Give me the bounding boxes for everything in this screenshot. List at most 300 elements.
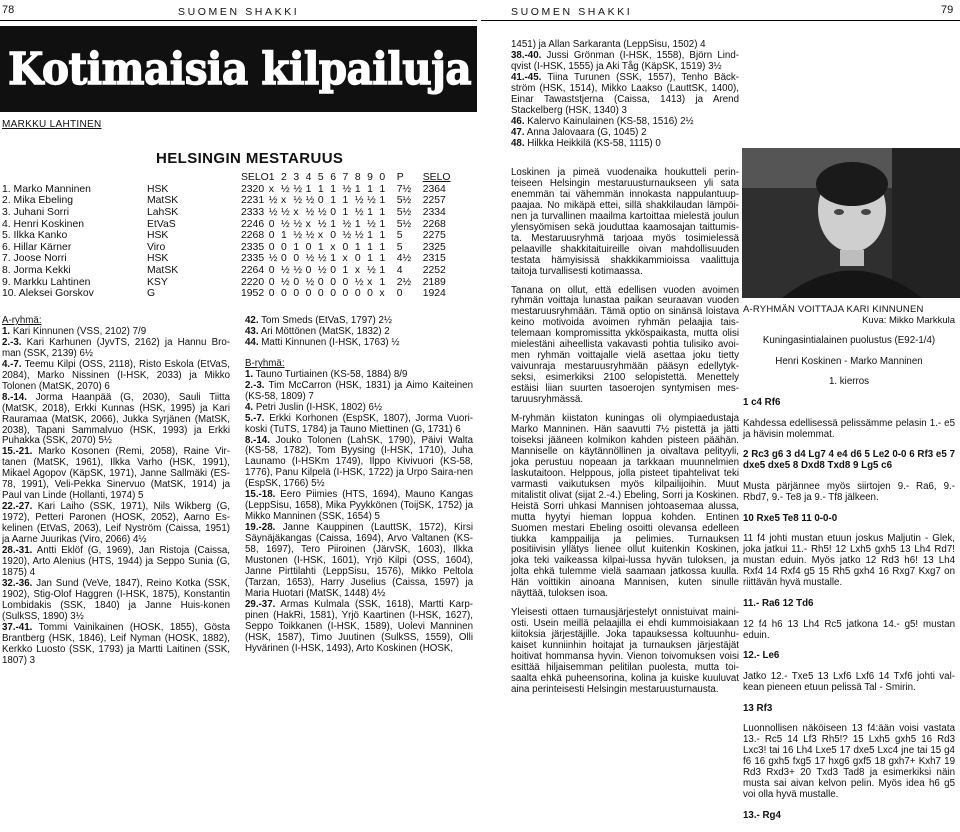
game-players: Henri Koskinen - Marko Manninen — [775, 355, 923, 367]
entry-rank: 19.-28. — [245, 522, 276, 534]
move-line — [743, 704, 955, 715]
game-result: ½ — [305, 195, 315, 207]
game-result: 1 — [342, 195, 349, 207]
player-name: 10. Aleksei Gorskov — [2, 288, 94, 300]
player-club: G — [147, 288, 156, 300]
entry-text: Armas Kulmala (SSK, 1618), Martti Karp-pinen (HakRi, 1581), Yrjö Kaartinen (I-HSK, 1627), Seppo Toikkanen (I-HSK, 1589), Uolevi Manninen (HSK, 1587), Timo Juutinen (SulkSS, 1559), Olli Hyvärinen (I-HSK, 1493), Arto Koskinen (HOSK, — [245, 598, 473, 654]
game-result: ½ — [268, 253, 278, 265]
game-result: ½ — [354, 207, 364, 219]
b-group-heading: B-ryhmä: — [245, 357, 285, 369]
game-result: ½ — [317, 218, 327, 230]
game-result: 1 — [293, 241, 300, 253]
game-result: ½ — [281, 183, 290, 195]
game-result: x — [281, 195, 287, 207]
game-result: ½ — [342, 183, 352, 195]
entry-text: Tiina Turunen (SSK, 1557), Tenho Bäck-ström (HSK, 1514), Mikko Laakso (LauttSK, 1400), Einar Tawaststjerna (Caissa, 1413) ja Arend Stackelberg (HSK, 1340) 3 — [511, 71, 739, 116]
game-result: 1 — [354, 241, 361, 253]
game-result: ½ — [354, 195, 364, 207]
player-name: 1. Marko Manninen — [2, 183, 91, 195]
entry-text: Jan Sund (VeVe, 1847), Reino Kotka (SSK, 1902), Stig-Olof Haggren (I-HSK, 1875), Konstantin Lombidakis (SSK, 1840) ja Janne Huis-konen (SulkSS, 1890) 3½ — [2, 577, 230, 622]
entry-rank: 38.-40. — [511, 49, 542, 61]
header-cell: 2 — [281, 172, 287, 184]
game-result: 1 — [379, 195, 386, 207]
game-result: 0 — [317, 195, 324, 207]
move-notation: 10 Rxe5 Te8 11 0-0-0 — [743, 512, 838, 524]
game-result: 0 — [268, 241, 275, 253]
a-group-entry — [2, 447, 230, 502]
header-cell: 4 — [305, 172, 312, 184]
player-points: 5½ — [396, 207, 412, 219]
move-line — [743, 419, 955, 441]
player-new-selo: 2334 — [422, 207, 446, 219]
move-comment: Kahdessa edellisessä pelissämme pelasin 1.- e5 ja hävisin molemmat. — [743, 417, 955, 440]
game-result: x — [379, 288, 385, 300]
entry-rank: 1. — [2, 325, 11, 337]
game-result: ½ — [293, 183, 302, 195]
entry-text: Kari Laiho (SSK, 1971), Nils Wikberg (G, 1972), Petteri Paronen (HOSK, 2052), Aarno Es-kelinen (EtVaS, 2063), Leif Nyström (Caissa, 1951) ja Aarne Juurikas (Viro, 2066) 4½ — [2, 501, 230, 546]
game-result: ½ — [281, 276, 290, 288]
game-result: 1 — [342, 207, 349, 219]
entry-text: Kari Karhunen (JyvTS, 2162) ja Hannu Bro-man (SSK, 2139) 6½ — [2, 336, 230, 359]
game-result: 1 — [379, 253, 386, 265]
game-result: 1 — [367, 207, 373, 219]
game-result: ½ — [354, 230, 364, 242]
game-result: ½ — [367, 265, 376, 277]
entry-text: Matti Kinnunen (I-HSK, 1763) ½ — [258, 336, 400, 348]
entry-rank: 15.-21. — [2, 446, 33, 458]
move-notation: 1 c4 Rf6 — [743, 397, 781, 409]
article-title: Kotimaisia kilpailuja — [8, 43, 472, 95]
entry-text: Ari Möttönen (MatSK, 1832) 2 — [258, 325, 390, 337]
move-notation: 11.- Ra6 12 Td6 — [743, 598, 814, 609]
player-new-selo: 2315 — [422, 253, 446, 265]
entry-rank: 29.-37. — [245, 598, 276, 610]
game-result: 1 — [330, 218, 336, 230]
player-points: 5½ — [396, 218, 412, 230]
game-result: 0 — [268, 265, 275, 277]
player-name: 8. Jorma Kekki — [2, 265, 71, 277]
game-result: 0 — [330, 276, 336, 288]
crosstable-row — [0, 195, 453, 207]
entry-rank: 1. — [245, 368, 254, 380]
game-result: 0 — [354, 253, 361, 265]
game-result: 0 — [317, 288, 324, 300]
game-result: 0 — [317, 276, 324, 288]
game-result: ½ — [354, 276, 364, 288]
game-result: 0 — [305, 241, 312, 253]
game-result: ½ — [293, 265, 302, 277]
report-paragraph: M-ryhmän kiistaton kuningas oli olympiaedustaja Marko Manninen. Hän saavutti 7½ pistettä ja jätti toiseksi jääneen kolmikon kahden pisteen päähän. Manniselle on käytännöllinen ja oivaltava pelityyli, joka perustuu nopeaan ja tarkkaan muunnelmien laskutaitoon. Helppous, jolla pisteet tipahtelivat teki varmasti vaikutuksen myös kilpailijoihin. Muut mitalistit olivat (sijat 2.-4.) Ebeling, Sorri ja Koskinen. Heistä Sorri uhkasi Mannisen johtoasemaa alussa, mutta hyytyi hieman loppua kohden. Entinen Suomen mestari Ebeling osoitti olevansa edelleen tiukka kamppailija ja pelimies. Turnauksen positiivisin yllätys lienee ollut kuitenkin Koskinen, joka teki vaikeassa kilpai-lussa hyvän tuloksen, ja jolta ehkä tulemme vielä saamaan jatkossa kuulla. Hän voittikin ainoana Mannisen, kuten sinulle näyttää, tuloksen isoa. — [511, 413, 739, 600]
move-line — [743, 811, 955, 822]
move-comment: 11 f4 johti mustan etuun joskus Maljutin - Glek, joka jatkui 11.- Rh5! 12 Lxh5 gxh5 13 Lh4 Rd7! mustan eduin. Myös jatko 12 Rd3 h6! 13 Lh4 Rxf4 14 Rxf4 g5 15 Rh5 gxh4 16 Rxg7 Kxg7 on riittävän hyvä mustalle. — [743, 533, 955, 589]
move-line — [743, 450, 955, 472]
page-number: 78 — [2, 4, 15, 16]
game-result: 0 — [268, 288, 275, 300]
player-points: 2½ — [396, 276, 412, 288]
entry-text: Kari Kinnunen (VSS, 2102) 7/9 — [10, 325, 147, 337]
player-new-selo: 2252 — [422, 265, 446, 277]
game-result: ½ — [317, 207, 327, 219]
player-name: 3. Juhani Sorri — [2, 207, 69, 219]
game-result: x — [342, 253, 348, 265]
game-result: 1 — [330, 253, 336, 265]
header-cell: 7 — [342, 172, 349, 184]
entry-rank: 15.-18. — [245, 489, 276, 501]
game-result: ½ — [305, 207, 315, 219]
b-group-entry — [245, 381, 473, 403]
game-result: 1 — [367, 241, 373, 253]
game-result: 1 — [379, 207, 386, 219]
move-comment: Luonnollisen näköiseen 13 f4:ään voisi vastata 13.- Rc5 14 Lf3 Rh5!? 15 Lxh5 gxh5 16 Rd3 Lxc3! tai 16 Lh4 Lxe5 17 dxe5 Lxc4 jne tai 15 g4 f6 16 gxh5 fxg5 17 hxg6 gxf5 18 gxh7+ Kxh7 19 Rd3 Rxd3+ 20 Txd3 Tad8 ja esimerkiksi näin musta sai aivan kelvon pelin. Myös idea h6 g5 voi olla hyvä mustalle. — [743, 723, 955, 801]
game-result: ½ — [305, 230, 315, 242]
game-result: 0 — [281, 253, 287, 265]
player-selo: 2335 — [241, 253, 265, 265]
player-club: LahSK — [147, 207, 179, 219]
game-result: ½ — [293, 230, 302, 242]
game-result: 1 — [281, 230, 287, 242]
player-selo: 2220 — [241, 276, 265, 288]
game-result: ½ — [268, 207, 278, 219]
game-result: 0 — [293, 288, 300, 300]
title-box — [8, 38, 472, 100]
entry-text: Marko Kosonen (Remi, 2058), Raine Vir-tanen (MatSK, 1961), Ilkka Varho (HSK, 1991), Mikael Agopov (KäpSK, 1971), Janne Sallmäki (ES-78, 1991), Veli-Pekka Sinervuo (MatSK, 1914) ja Paul van Linde (Hollanti, 1974) 5 — [2, 446, 230, 502]
crosstable-row — [0, 288, 453, 300]
player-new-selo: 1924 — [422, 288, 446, 300]
player-points: 0 — [396, 288, 403, 300]
player-new-selo: 2189 — [422, 276, 446, 288]
entry-text: Anna Jalovaara (G, 1045) 2 — [524, 126, 647, 138]
entry-rank: 46. — [511, 115, 525, 127]
player-club: HSK — [147, 183, 169, 195]
game-result: x — [305, 218, 311, 230]
move-line — [743, 620, 955, 642]
player-club: MatSK — [147, 265, 179, 277]
game-result: ½ — [342, 230, 352, 242]
player-selo: 2333 — [241, 207, 265, 219]
player-selo: 2231 — [241, 195, 265, 207]
player-selo: 2268 — [241, 230, 265, 242]
player-new-selo: 2364 — [422, 183, 446, 195]
game-result: 1 — [367, 183, 373, 195]
game-result: 1 — [379, 265, 386, 277]
game-result: 0 — [330, 230, 336, 242]
player-name: 7. Joose Norri — [2, 253, 67, 265]
crosstable-row — [0, 207, 453, 219]
move-notation: 12.- Le6 — [743, 650, 780, 662]
a-group-entry — [2, 579, 230, 623]
player-new-selo: 2275 — [422, 230, 446, 242]
game-result: 0 — [342, 288, 349, 300]
game-result: 0 — [281, 288, 287, 300]
right-page — [481, 0, 960, 821]
running-head: SUOMEN SHAKKI — [178, 6, 300, 18]
a-group-column — [2, 316, 230, 667]
a-group-heading: A-ryhmä: — [2, 315, 42, 326]
player-selo: 2335 — [241, 241, 265, 253]
player-club: KSY — [147, 276, 168, 288]
entry-text: Eero Piimies (HTS, 1694), Mauno Kangas (LeppSisu, 1658), Mika Pyykkönen (ToijSK, 1752) ja Mikko Manninen (SSK, 1654) 5 — [245, 489, 473, 523]
game-result: x — [268, 183, 274, 195]
player-selo: 2246 — [241, 218, 265, 230]
entry-rank: 41.-45. — [511, 71, 542, 83]
crosstable — [0, 172, 453, 300]
game-result: 1 — [354, 183, 361, 195]
player-name: 2. Mika Ebeling — [2, 195, 74, 207]
player-club: MatSK — [147, 195, 179, 207]
move-notation: 13.- Rg4 — [743, 809, 781, 821]
move-line — [743, 482, 955, 504]
game-result: 1 — [317, 241, 324, 253]
game-result: 0 — [342, 276, 349, 288]
game-result: 0 — [330, 288, 336, 300]
header-cell: 3 — [293, 172, 300, 184]
player-points: 5½ — [396, 195, 412, 207]
player-name: 5. Ilkka Kanko — [2, 230, 68, 242]
entry-text: Antti Eklöf (G, 1969), Jan Ristoja (Caissa, 1920), Arto Alenius (HTS, 1944) ja Seppo Sunia (G, 1875) 4 — [2, 545, 230, 578]
b-group-column — [245, 316, 473, 655]
game-result: 0 — [354, 288, 361, 300]
game-result: ½ — [305, 276, 315, 288]
game-round: 1. kierros — [828, 376, 870, 388]
entry-rank: 8.-14. — [2, 391, 27, 403]
move-comment: Musta pärjännee myös siirtojen 9.- Ra6, 9.- Rbd7, 9.- Te8 ja 9.- Tf8 jälkeen. — [743, 481, 955, 504]
game-result: 0 — [342, 241, 349, 253]
game-result: ½ — [281, 218, 290, 230]
game-result: ½ — [317, 253, 327, 265]
game-result: x — [330, 241, 336, 253]
game-result: 0 — [330, 207, 336, 219]
player-selo: 2264 — [241, 265, 265, 277]
entry-rank: 42. — [245, 315, 259, 326]
game-result: 1 — [379, 218, 386, 230]
player-new-selo: 2268 — [422, 218, 446, 230]
page-number: 79 — [941, 4, 954, 16]
game-result: ½ — [293, 218, 302, 230]
entry-rank: 2.-3. — [245, 379, 265, 391]
header-blank — [0, 172, 147, 184]
section-title: HELSINGIN MESTARUUS — [156, 150, 344, 167]
b-group-entry — [511, 139, 739, 150]
game-result: 1 — [305, 183, 312, 195]
game-result: 0 — [268, 276, 275, 288]
entry-text: Tommi Vainikainen (HOSK, 1855), Gösta Brantberg (HSK, 1846), Leif Nyman (HOSK, 1882), Kerkko Luosto (SSK, 1793) ja Martti Laitinen (SSK, 1807) 3 — [2, 621, 230, 666]
game-result: ½ — [281, 265, 290, 277]
game-result: x — [293, 207, 299, 219]
player-name: 9. Markku Lahtinen — [2, 276, 91, 288]
game-result: ½ — [293, 195, 302, 207]
game-opening: Kuningasintialainen puolustus (E92-1/4) — [762, 335, 936, 346]
b-group-entry — [245, 414, 473, 436]
game-result: 0 — [293, 253, 300, 265]
game-result: 1 — [354, 218, 361, 230]
author-name: MARKKU LAHTINEN — [2, 119, 102, 130]
crosstable-header — [0, 172, 453, 184]
entry-text: Kalervo Kainulainen (KS-58, 1516) 2½ — [524, 115, 694, 127]
move-line — [743, 534, 955, 589]
entry-text: Tauno Turtiainen (KS-58, 1884) 8/9 — [253, 368, 408, 380]
entry-text: Jussi Grönman (I-HSK, 1558), Björn Lind-qvist (I-HSK, 1555) ja Aki Tåg (KäpSK, 1519) 3½ — [511, 49, 739, 72]
entry-rank: 4. — [245, 401, 254, 413]
entry-rank: 8.-14. — [245, 434, 270, 446]
entry-text: Jorma Haanpää (G, 2030), Sauli Tiitta (MatSK, 2018), Erkki Kunnas (HSK, 1995) ja Kari Rauramaa (MatSK, 2066), Jukka Syrjänen (MatSK, 2038), Tapani Sammalvuo (HSK, 1993) ja Erkki Puhakka (SSK, 2070) 5½ — [2, 391, 230, 447]
report-text — [511, 168, 739, 696]
entry-text: Petri Juslin (I-HSK, 1802) 6½ — [253, 401, 383, 413]
player-points: 4½ — [396, 253, 412, 265]
game-result: x — [354, 265, 361, 277]
entry-text: Hilkka Heikkilä (KS-58, 1115) 0 — [524, 137, 661, 149]
entry-rank: 4.-7. — [2, 358, 22, 370]
entry-rank: 44. — [245, 336, 259, 348]
photo-image — [742, 148, 960, 298]
player-club: HSK — [147, 253, 169, 265]
game-result: 1 — [330, 183, 336, 195]
player-club: Viro — [147, 241, 166, 253]
a-group-entry — [2, 338, 230, 360]
entry-rank: 5.-7. — [245, 412, 265, 424]
game-result: 1 — [379, 276, 386, 288]
game-result: 1 — [379, 183, 386, 195]
game-result: 0 — [293, 276, 300, 288]
running-head: SUOMEN SHAKKI — [511, 6, 633, 18]
a-group-entry — [245, 338, 473, 349]
photo-caption: A-RYHMÄN VOITTAJA KARI KINNUNEN — [743, 304, 924, 315]
move-line — [743, 599, 955, 610]
crosstable-row — [0, 276, 453, 288]
game-result: 1 — [317, 183, 324, 195]
game-result: 1 — [379, 241, 386, 253]
crosstable-row — [0, 230, 453, 242]
player-selo: 2320 — [241, 183, 265, 195]
game-result: ½ — [367, 195, 376, 207]
entry-rank: 2.-3. — [2, 336, 22, 348]
move-comment: 12 f4 h6 13 Lh4 Rc5 jatkona 14.- g5! mustan eduin. — [743, 618, 955, 641]
header-cell: 8 — [354, 172, 361, 184]
header-rule — [0, 20, 477, 21]
game-annotation — [743, 324, 955, 832]
player-points: 7½ — [396, 183, 412, 195]
header-cell: P — [396, 172, 404, 184]
game-result: 0 — [305, 265, 312, 277]
header-rule — [481, 20, 960, 21]
game-result: x — [367, 276, 373, 288]
game-result: 0 — [268, 230, 275, 242]
game-result: ½ — [342, 218, 352, 230]
player-points: 5 — [396, 230, 403, 242]
b-group-entry — [245, 523, 473, 600]
photo-credit: Kuva: Mikko Markkula — [862, 315, 955, 326]
b-group-entry — [511, 51, 739, 73]
move-line — [743, 672, 955, 694]
entry-rank: 32.-36. — [2, 577, 33, 589]
player-selo: 1952 — [241, 288, 265, 300]
a-group-entry — [2, 360, 230, 393]
report-paragraph: Tanana on ollut, että edellisen vuoden avoimen ryhmän voittaja lunastaa paikan seuraavan vuoden mestaruusryhmään. Tämä optio on sinänsä loistava keino motivoida avoimen ryhmän pelaajia tais-telemaan kompromissitta ykköspaikasta, mutta olisi mielestäni aiheellista vakavasti pohtia tulisiko avoi-men ryhmän voittajalle vielä asettaa joku tietty vaivunraja mestaruusryhmään pääsyn edellytyk-seksi, esimerkiksi 2100 selopistettä. Menettely estäisi liian suurten tasoerojen syntymisen mes-taruusryhmässä. — [511, 284, 739, 406]
entry-text: Erkki Korhonen (EspSK, 1807), Jorma Vuori-koski (TuTS, 1784) ja Tauno Miettinen (G, 1731) 6 — [245, 412, 473, 435]
player-club: HSK — [147, 230, 169, 242]
game-result: 0 — [330, 265, 336, 277]
header-cell: 6 — [330, 172, 336, 184]
b-group-continued — [511, 40, 739, 150]
game-result: 1 — [342, 265, 349, 277]
game-result: ½ — [281, 207, 290, 219]
b-lead: 1451) ja Allan Sarkaranta (LeppSisu, 1502) 4 — [511, 39, 706, 50]
game-result: 0 — [367, 288, 373, 300]
entry-rank: 43. — [245, 325, 259, 337]
report-paragraph: Loskinen ja pimeä vuodenaika houkutteli perin-teiseen Helsingin mestaruusturnaukseen yli sata enemmän tai vähemmän innokasta nappulantuup-paajaa. No mikäpä ettei, sillä shakkilaudan lämpöi-nen ja turvallinen maailma kartoittaa mielestä joulun ylensyömisen sekä jouduttaa kaamosajan taittumis-ta. Mestaruusryhmä tarjoaa myös tosimielessä pelaaville shakkitaituireille oivan mahdollisuuden testata hämyisissä shakkikammioissa vaalittuja taitoja turvallisesti kotimaassa. — [511, 167, 739, 277]
game-result: 1 — [379, 230, 386, 242]
crosstable-row — [0, 242, 453, 254]
entry-rank: 48. — [511, 137, 525, 149]
a-group-entry — [2, 502, 230, 546]
move-line — [743, 651, 955, 662]
player-name: 6. Hillar Kärner — [2, 241, 72, 253]
entry-text: Jouko Tolonen (LahSK, 1790), Päivi Walta (KS-58, 1782), Tom Byysing (I-HSK, 1710), Juha Launamo (I-HSKm 1749), Ilppo Kivivuori (KS-58, 1776), Panu Kilpelä (I-HSK, 1722) ja Urpo Saira-nen (EspSK, 1766) 5½ — [245, 434, 473, 490]
crosstable-row — [0, 184, 453, 196]
crosstable-row — [0, 265, 453, 277]
player-new-selo: 2257 — [422, 195, 446, 207]
entry-rank: 37.-41. — [2, 621, 33, 633]
game-result: ½ — [317, 265, 327, 277]
a-group-entry — [2, 393, 230, 448]
move-comment: Jatko 12.- Txe5 13 Lxf6 Lxf6 14 Txf6 johti val-kean pieneen etuun pelissä Tal - Smirin. — [743, 671, 955, 694]
player-points: 5 — [396, 241, 403, 253]
portrait-photo — [742, 148, 960, 298]
move-line — [743, 398, 955, 409]
entry-text: Tom Smeds (EtVaS, 1797) 2½ — [258, 315, 393, 326]
player-new-selo: 2325 — [422, 241, 446, 253]
report-paragraph: Yleisesti ottaen turnausjärjestelyt onnistuivat maini-osti. Usein meillä pelaajilla ei ehdi kummoisiakaan kiitoksia järjestäjille. Joka tapauksessa koltuunhu-kaiset kunniinhin hoitajat ja turnauksen järjestäjät hoitivat hommansa hyvin. Vienon toivomuksen voisi esittää hiljaisemman pelitilan puolesta, mutta toi-saalta ehkä puheensorina, kolina ja kuiske kuuluvat aina perinteisesti Helsingin mestaruusturnausta. — [511, 607, 739, 695]
b-group-entry — [511, 73, 739, 117]
entry-text: Tim McCarron (HSK, 1831) ja Aimo Kaiteinen (KS-58, 1809) 7 — [245, 379, 473, 402]
entry-text: Teemu Kilpi (OSS, 2118), Risto Eskola (EtVaS, 2084), Marko Nissinen (I-HSK, 2033) ja Mikko Tolonen (MatSK, 2070) 6 — [2, 358, 230, 392]
left-page — [0, 0, 477, 695]
header-cell: 0 — [379, 172, 386, 184]
entry-rank: 28.-31. — [2, 545, 33, 557]
game-result: x — [317, 230, 324, 242]
game-result: 1 — [367, 230, 373, 242]
game-result: ½ — [268, 195, 278, 207]
header-cell: SELO — [241, 172, 269, 184]
header-blank — [147, 172, 241, 184]
game-result: ½ — [367, 218, 376, 230]
entry-rank: 47. — [511, 126, 525, 138]
header-cell: SELO — [422, 172, 451, 184]
entry-rank: 22.-27. — [2, 501, 33, 513]
a-group-entry — [2, 546, 230, 579]
player-club: EtVaS — [147, 218, 176, 230]
move-notation: 13 Rf3 — [743, 702, 773, 714]
header-cell: 1 — [268, 172, 275, 184]
game-result: 1 — [367, 253, 373, 265]
a-group-entry — [2, 623, 230, 667]
game-result: ½ — [305, 253, 315, 265]
game-result: 0 — [281, 241, 287, 253]
move-line — [743, 514, 955, 525]
game-result: 0 — [305, 288, 312, 300]
b-group-entry — [245, 490, 473, 523]
player-points: 4 — [396, 265, 403, 277]
game-result: 1 — [330, 195, 336, 207]
b-group-entry — [245, 600, 473, 655]
header-cell: 5 — [317, 172, 324, 184]
crosstable-row — [0, 218, 453, 230]
move-notation: 2 Rc3 g6 3 d4 Lg7 4 e4 d6 5 Le2 0-0 6 Rf3 e5 7 dxe5 dxe5 8 Dxd8 Txd8 9 Lg5 c6 — [743, 449, 955, 472]
header-cell: 9 — [367, 172, 373, 184]
crosstable-row — [0, 253, 453, 265]
entry-text: Janne Kauppinen (LauttSK, 1572), Kirsi Säynäjäkangas (Caissa, 1694), Arvo Valtanen (KS-58, 1697), Tero Piiroinen (JärvSK, 1603), Ilkka Mustonen (I-HSK, 1601), Yrjö Kilpi (OSS, 1604), Janne Pirttilahti (LeppSisu, 1576), Mikko Peltola (Tarzan, 1653), Harry Juselius (Caissa, 1597) ja Maria Huotari (MatSK, 1448) 4½ — [245, 522, 473, 599]
player-name: 4. Henri Koskinen — [2, 218, 85, 230]
game-result: 0 — [268, 218, 275, 230]
